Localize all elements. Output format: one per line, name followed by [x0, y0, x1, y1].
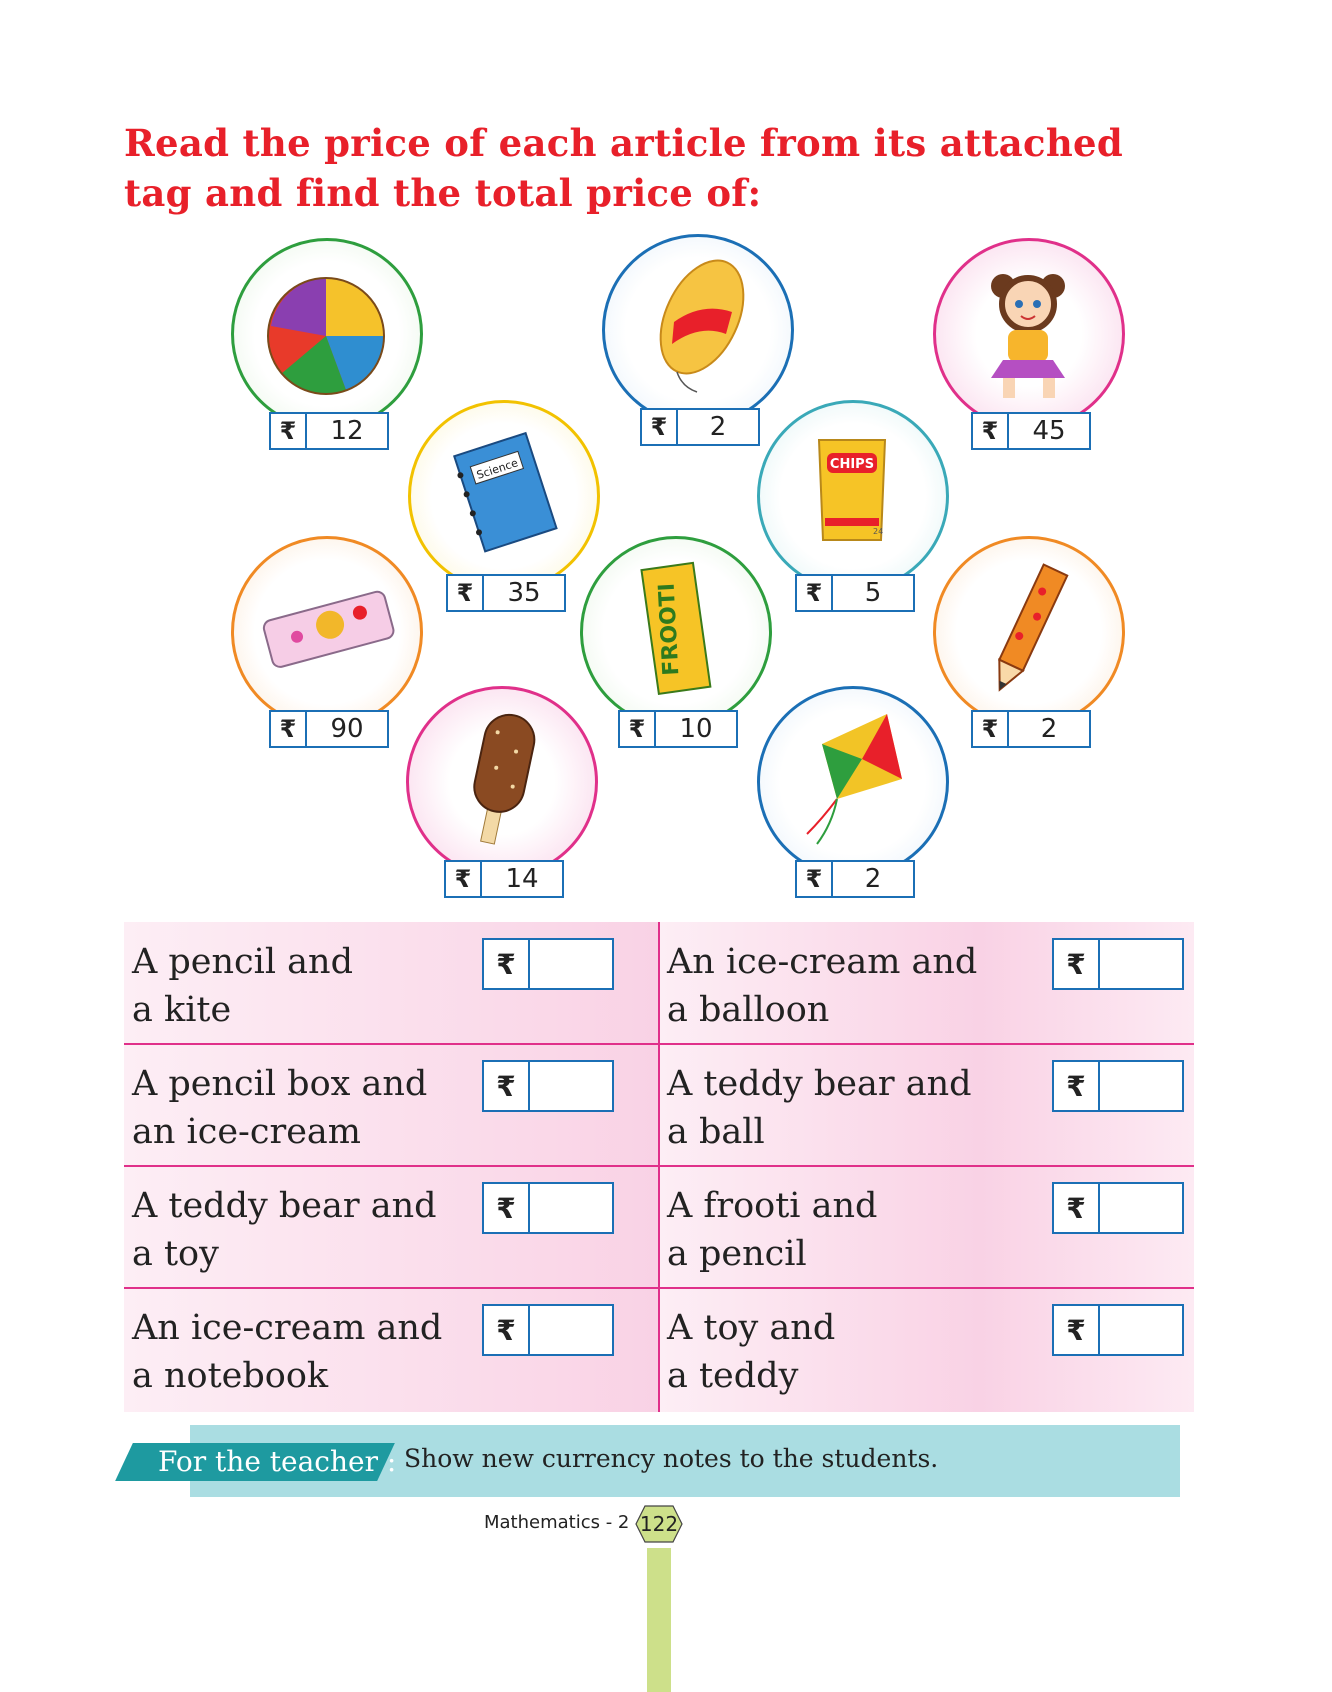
answer-box[interactable] [482, 1182, 614, 1234]
svg-text:CHIPS: CHIPS [829, 457, 875, 472]
question-cell [124, 1288, 659, 1410]
rupee-symbol: ₹ [1054, 1184, 1100, 1232]
teacher-label: For the teacher : [158, 1445, 397, 1478]
rupee-symbol: ₹ [642, 410, 678, 444]
price-tag [971, 710, 1091, 748]
question-text: A teddy bear and a ball [667, 1064, 972, 1152]
pencil-icon [953, 554, 1103, 704]
price-value: 12 [330, 416, 364, 446]
item-ball [231, 238, 423, 446]
question-cell [124, 1166, 659, 1288]
balloon-icon [622, 252, 772, 402]
rupee-symbol: ₹ [797, 576, 833, 610]
item-ice-cream [406, 686, 598, 894]
page-number: 122 [639, 1512, 679, 1536]
rupee-symbol: ₹ [973, 414, 1009, 448]
price-tag [444, 860, 564, 898]
answer-box[interactable] [1052, 1060, 1184, 1112]
question-cell [124, 1044, 659, 1166]
doll-icon [953, 256, 1103, 406]
answer-box[interactable] [482, 1304, 614, 1356]
item-teddy-doll [933, 238, 1125, 446]
page-number-badge [635, 1505, 683, 1543]
question-text: A teddy bear and a toy [132, 1186, 437, 1274]
price-value: 2 [1040, 714, 1058, 744]
rupee-symbol: ₹ [1054, 1062, 1100, 1110]
column-divider [658, 922, 660, 1412]
rupee-symbol: ₹ [484, 940, 530, 988]
price-tag [795, 574, 915, 612]
question-text: A pencil and a kite [132, 942, 353, 1030]
answer-box[interactable] [1052, 1304, 1184, 1356]
question-cell [659, 1288, 1194, 1410]
question-text: A pencil box and an ice-cream [132, 1064, 428, 1152]
ice-cream-icon [426, 704, 576, 854]
teacher-note: Show new currency notes to the students. [404, 1444, 939, 1473]
price-tag [795, 860, 915, 898]
price-value: 14 [505, 864, 539, 894]
price-tag [269, 412, 389, 450]
price-tag [618, 710, 738, 748]
price-tag [269, 710, 389, 748]
price-value: 10 [679, 714, 713, 744]
rupee-symbol: ₹ [797, 862, 833, 896]
question-cell [659, 922, 1194, 1044]
question-cell [124, 922, 659, 1044]
svg-text:24: 24 [873, 527, 884, 536]
item-pencil [933, 536, 1125, 744]
notebook-icon [428, 418, 578, 568]
rupee-symbol: ₹ [1054, 940, 1100, 988]
question-table [124, 922, 1194, 1412]
question-text: An ice-cream and a notebook [132, 1308, 443, 1396]
price-value: 45 [1032, 416, 1066, 446]
question-cell [659, 1166, 1194, 1288]
frooti-icon [600, 554, 750, 704]
price-value: 5 [864, 578, 882, 608]
answer-box[interactable] [1052, 938, 1184, 990]
question-text: A toy and a teddy [667, 1308, 836, 1396]
price-value: 35 [507, 578, 541, 608]
rupee-symbol: ₹ [484, 1184, 530, 1232]
item-kite [757, 686, 949, 894]
chips-icon [777, 418, 927, 568]
item-frooti [580, 536, 772, 744]
price-value: 2 [709, 412, 727, 442]
answer-box[interactable] [482, 938, 614, 990]
ball-icon [251, 256, 401, 406]
question-text: A frooti and a pencil [667, 1186, 878, 1274]
svg-text:Science: Science [475, 456, 520, 482]
rupee-symbol: ₹ [271, 414, 307, 448]
rupee-symbol: ₹ [448, 576, 484, 610]
pencil-box-icon [251, 554, 401, 704]
rupee-symbol: ₹ [1054, 1306, 1100, 1354]
svg-text:FROOTI: FROOTI [654, 582, 685, 677]
page-title: Read the price of each article from its attached tag and find the total price of: [124, 121, 1124, 215]
rupee-symbol: ₹ [271, 712, 307, 746]
price-tag [971, 412, 1091, 450]
price-value: 90 [330, 714, 364, 744]
question-text: An ice-cream and a balloon [667, 942, 978, 1030]
footer-bar [647, 1548, 671, 1692]
item-pencil-box [231, 536, 423, 744]
rupee-symbol: ₹ [446, 862, 482, 896]
item-notebook [408, 400, 600, 608]
answer-box[interactable] [1052, 1182, 1184, 1234]
item-chips [757, 400, 949, 608]
price-value: 2 [864, 864, 882, 894]
footer-subject: Mathematics - 2 [484, 1512, 630, 1533]
price-tag [640, 408, 760, 446]
rupee-symbol: ₹ [620, 712, 656, 746]
rupee-symbol: ₹ [484, 1306, 530, 1354]
answer-box[interactable] [482, 1060, 614, 1112]
price-tag [446, 574, 566, 612]
rupee-symbol: ₹ [484, 1062, 530, 1110]
kite-icon [777, 704, 927, 854]
question-cell [659, 1044, 1194, 1166]
rupee-symbol: ₹ [973, 712, 1009, 746]
item-balloon [602, 234, 794, 442]
